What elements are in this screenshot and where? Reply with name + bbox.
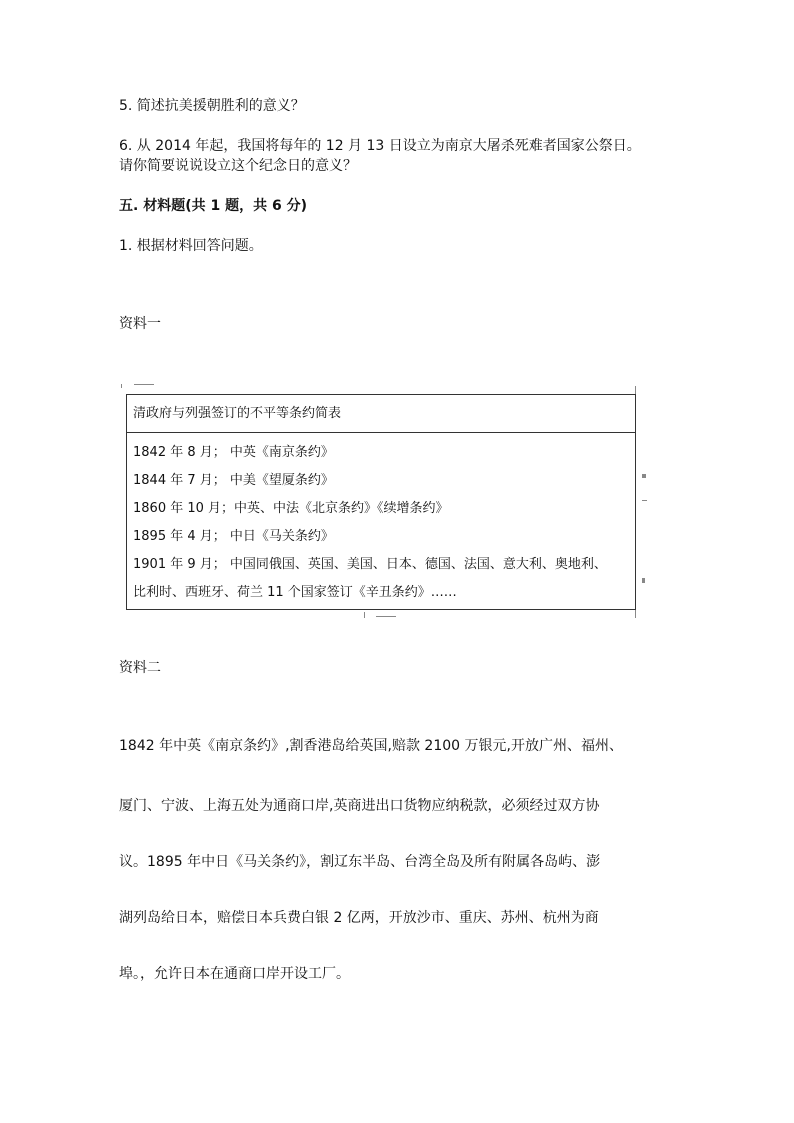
question-6-line-2: 请你简要说说设立这个纪念日的意义？ bbox=[119, 158, 357, 174]
scan-mark bbox=[642, 578, 645, 583]
treaty-table-title: 清政府与列强签订的不平等条约简表 bbox=[127, 395, 635, 433]
material-1-label: 资料一 bbox=[119, 316, 161, 332]
question-5: 5. 简述抗美援朝胜利的意义？ bbox=[119, 98, 305, 114]
treaty-table-row: 1860 年 10 月；中英、中法《北京条约》《续增条约》 bbox=[133, 501, 449, 516]
material-2-line: 湖列岛给日本，赔偿日本兵费白银 2 亿两，开放沙市、重庆、苏州、杭州为商 bbox=[119, 910, 599, 926]
material-question-1: 1. 根据材料回答问题。 bbox=[119, 238, 263, 254]
treaty-table-row: 1844 年 7 月； 中美《望厦条约》 bbox=[133, 473, 334, 488]
scan-mark bbox=[642, 474, 646, 478]
material-2-line: 埠。，允许日本在通商口岸开设工厂。 bbox=[119, 966, 350, 982]
question-6-line-1: 6. 从 2014 年起，我国将每年的 12 月 13 日设立为南京大屠杀死难者国家公祭日。 bbox=[119, 138, 641, 154]
material-2-line: 1842 年中英《南京条约》,割香港岛给英国,赔款 2100 万银元,开放广州、福州、 bbox=[119, 738, 623, 754]
scan-mark bbox=[376, 616, 396, 617]
treaty-table-row: 1901 年 9 月； 中国同俄国、英国、美国、日本、德国、法国、意大利、奥地利、 bbox=[133, 557, 607, 572]
section-heading: 五. 材料题(共 1 题，共 6 分) bbox=[119, 198, 307, 214]
scan-mark bbox=[364, 612, 365, 618]
material-2-line: 厦门、宁波、上海五处为通商口岸,英商进出口货物应纳税款，必须经过双方协 bbox=[119, 798, 600, 814]
treaty-table-row: 比利时、西班牙、荷兰 11 个国家签订《辛丑条约》…… bbox=[133, 585, 457, 600]
treaty-table-body bbox=[127, 433, 635, 607]
scan-mark bbox=[642, 500, 647, 501]
treaty-table-row: 1895 年 4 月； 中日《马关条约》 bbox=[133, 529, 334, 544]
material-2-label: 资料二 bbox=[119, 660, 161, 676]
scan-mark bbox=[121, 384, 122, 388]
treaty-table bbox=[126, 394, 636, 610]
material-2-line: 议。1895 年中日《马关条约》，割辽东半岛、台湾全岛及所有附属各岛屿、澎 bbox=[119, 854, 601, 870]
treaty-table-row: 1842 年 8 月； 中英《南京条约》 bbox=[133, 445, 334, 460]
scan-mark bbox=[134, 384, 154, 385]
